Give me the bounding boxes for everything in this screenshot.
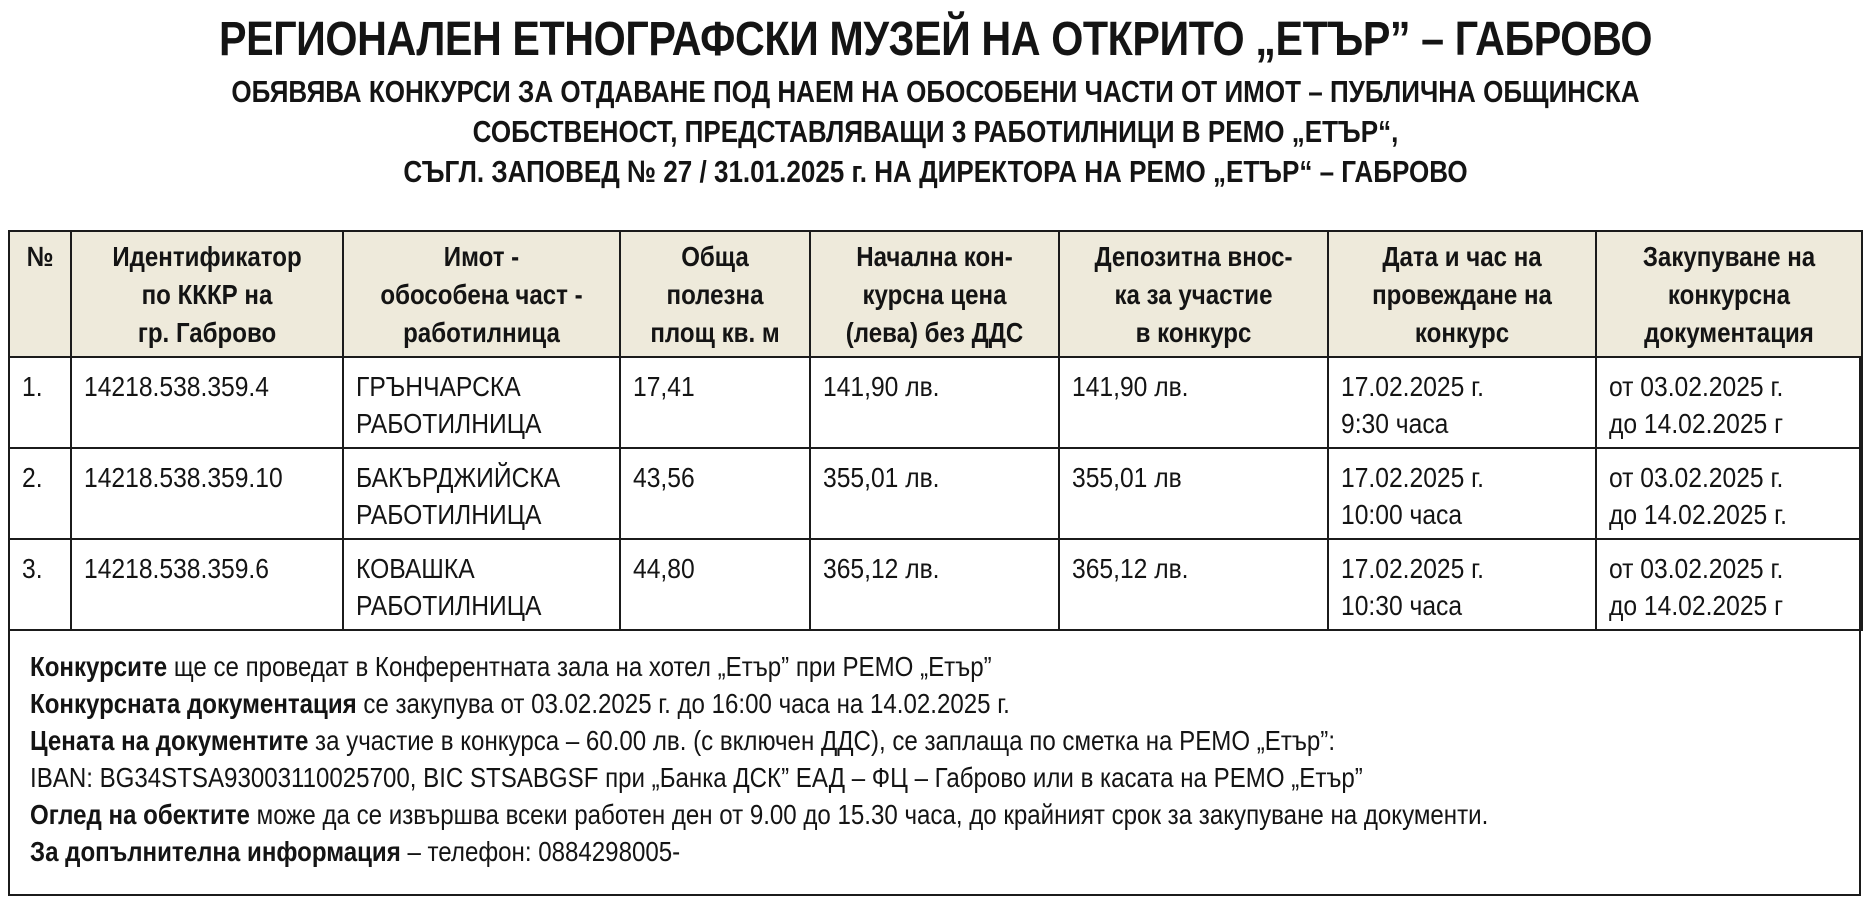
cell-documentation: от 03.02.2025 г. до 14.02.2025 г — [1596, 539, 1862, 630]
cell-start-price: 141,90 лв. — [810, 357, 1059, 448]
column-header-contest-date: Дата и час на провеждане на конкурс — [1328, 231, 1596, 357]
note-text: се закупува от 03.02.2025 г. до 16:00 часа на 14.02.2025 г. — [356, 688, 1010, 719]
note-text: ще се проведат в Конферентната зала на хотел „Етър” при РЕМО „Етър” — [167, 651, 992, 682]
note-label: За допълнителна информация — [30, 836, 401, 867]
note-inspection — [30, 796, 1595, 833]
cell-property: ГРЪНЧАРСКА РАБОТИЛНИЦА — [343, 357, 620, 448]
table-row — [9, 448, 1862, 539]
cell-area: 44,80 — [620, 539, 810, 630]
cell-documentation: от 03.02.2025 г. до 14.02.2025 г. — [1596, 448, 1862, 539]
cell-area: 43,56 — [620, 448, 810, 539]
subtitle-line: СОБСТВЕНОСТ, ПРЕДСТАВЛЯВАЩИ 3 РАБОТИЛНИЦИ В РЕМО „ЕТЪР“, — [472, 114, 1399, 149]
table-row — [9, 357, 1862, 448]
subtitle-line: ОБЯВЯВА КОНКУРСИ ЗА ОТДАВАНЕ ПОД НАЕМ НА ОБОСОБЕНИ ЧАСТИ ОТ ИМОТ – ПУБЛИЧНА ОБЩИНСКА — [231, 74, 1640, 109]
note-label: Цената на документите — [30, 725, 309, 756]
cell-number: 1. — [9, 357, 71, 448]
subtitle-line: СЪГЛ. ЗАПОВЕД № 27 / 31.01.2025 г. НА ДИРЕКТОРА НА РЕМО „ЕТЪР“ – ГАБРОВО — [403, 154, 1468, 189]
column-header-identifier: Идентификатор по КККР на гр. Габрово — [71, 231, 343, 357]
column-header-area: Обща полезна площ кв. м — [620, 231, 810, 357]
cell-identifier: 14218.538.359.6 — [71, 539, 343, 630]
column-header-start-price: Начална кон- курсна цена (лева) без ДДС — [810, 231, 1059, 357]
note-text: може да се извършва всеки работен ден от 9.00 до 15.30 часа, до крайният срок за закупуване на документи. — [249, 799, 1489, 830]
note-venue — [30, 648, 1595, 685]
note-contact — [30, 833, 1595, 870]
table-row — [9, 539, 1862, 630]
column-header-documentation: Закупуване на конкурсна документация — [1596, 231, 1862, 357]
contests-table — [8, 230, 1863, 631]
note-label: Конкурсната документация — [30, 688, 357, 719]
cell-documentation: от 03.02.2025 г. до 14.02.2025 г — [1596, 357, 1862, 448]
contest-notes — [30, 648, 1850, 870]
cell-property: БАКЪРДЖИЙСКА РАБОТИЛНИЦА — [343, 448, 620, 539]
table-header-row — [9, 231, 1862, 357]
cell-area: 17,41 — [620, 357, 810, 448]
note-bank-details: IBAN: BG34STSA93003110025700, BIC STSABGSF при „Банка ДСК” ЕАД – ФЦ – Габрово или в касата на РЕМО „Етър” — [30, 762, 1363, 793]
note-label: Конкурсите — [30, 651, 168, 682]
announcement-header — [0, 0, 1871, 192]
note-text: за участие в конкурса – 60.00 лв. (с включен ДДС), се заплаща по сметка на РЕМО „Етър”: — [308, 725, 1336, 756]
note-price — [30, 722, 1595, 759]
cell-identifier: 14218.538.359.4 — [71, 357, 343, 448]
cell-start-price: 365,12 лв. — [810, 539, 1059, 630]
cell-contest-date: 17.02.2025 г. 9:30 часа — [1328, 357, 1596, 448]
note-text: – телефон: 0884298005- — [400, 836, 681, 867]
column-header-number: № — [9, 231, 71, 357]
cell-identifier: 14218.538.359.10 — [71, 448, 343, 539]
column-header-property: Имот - обособена част - работилница — [343, 231, 620, 357]
announcement-subtitle — [0, 72, 1871, 192]
cell-number: 3. — [9, 539, 71, 630]
cell-deposit: 365,12 лв. — [1059, 539, 1328, 630]
cell-start-price: 355,01 лв. — [810, 448, 1059, 539]
cell-deposit: 355,01 лв — [1059, 448, 1328, 539]
cell-contest-date: 17.02.2025 г. 10:00 часа — [1328, 448, 1596, 539]
page-title: РЕГИОНАЛЕН ЕТНОГРАФСКИ МУЗЕЙ НА ОТКРИТО „ЕТЪР” – ГАБРОВО — [218, 13, 1653, 66]
note-documentation — [30, 685, 1595, 722]
note-label: Оглед на обектите — [30, 799, 250, 830]
cell-property: КОВАШКА РАБОТИЛНИЦА — [343, 539, 620, 630]
cell-contest-date: 17.02.2025 г. 10:30 часа — [1328, 539, 1596, 630]
column-header-deposit: Депозитна внос- ка за участие в конкурс — [1059, 231, 1328, 357]
cell-number: 2. — [9, 448, 71, 539]
cell-deposit: 141,90 лв. — [1059, 357, 1328, 448]
